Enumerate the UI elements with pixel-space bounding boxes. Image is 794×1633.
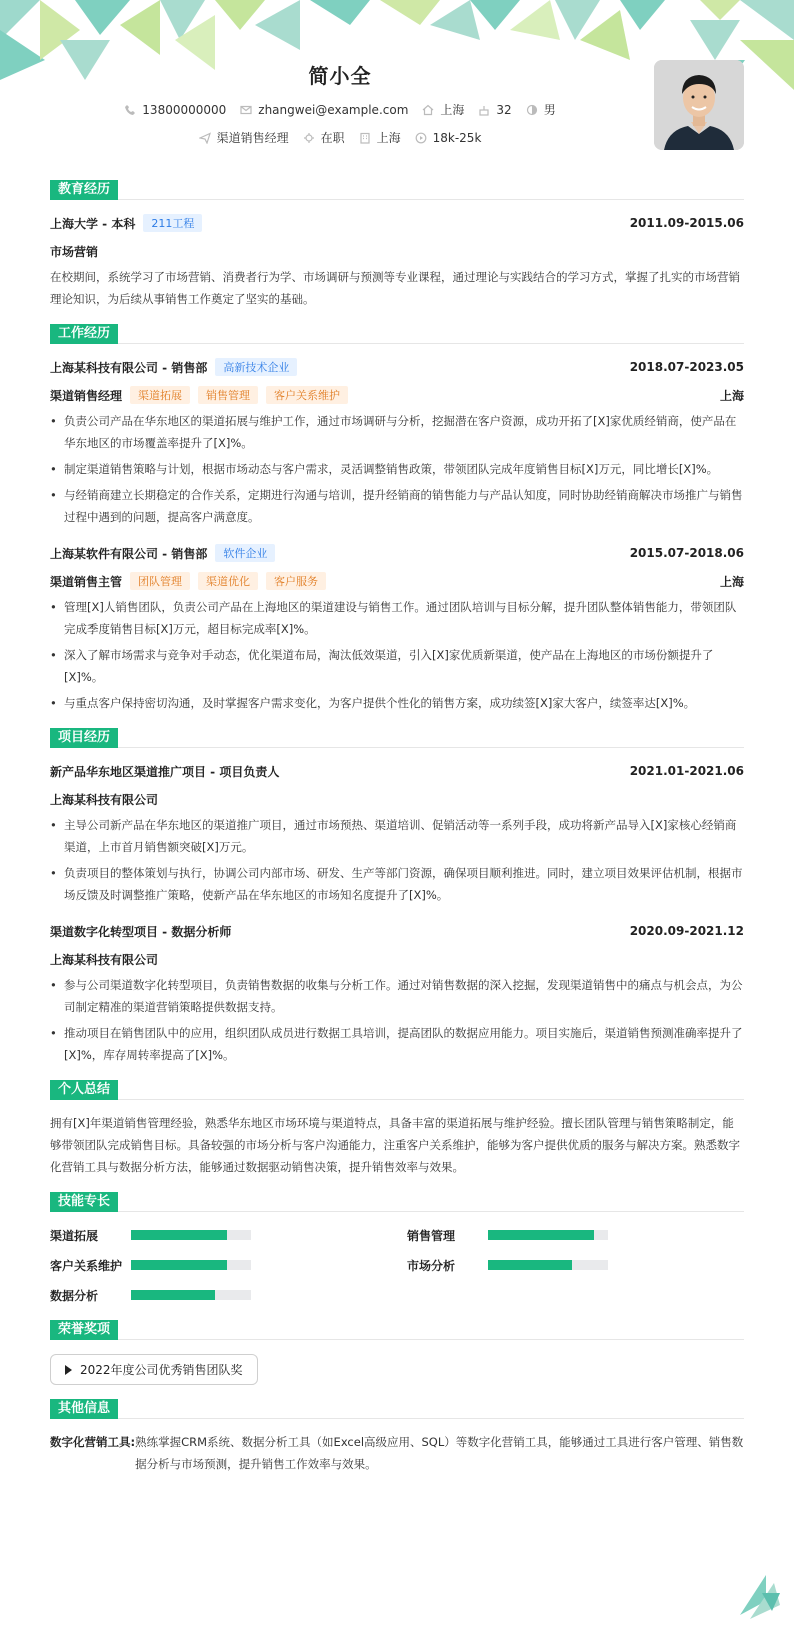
summary-text: 拥有[X]年渠道销售管理经验，熟悉华东地区市场环境与渠道特点，具备丰富的渠道拓展与维护经验。擅长团队管理与销售策略制定，能够带领团队完成销售目标。具备较强的市场分析与客户沟通能力，注重客户关系维护，能够为客户提供优质的服务与解决方案。熟悉数字化营销工具与数据分析方法，能够通过数据驱动销售决策，提升销售效率与效果。 xyxy=(50,1116,740,1174)
gender-text: 男 xyxy=(543,103,556,117)
work-entry xyxy=(50,542,744,714)
resume-body xyxy=(50,180,744,1489)
salary-info xyxy=(415,131,482,145)
contact-row xyxy=(0,101,680,118)
skill-name: 数据分析 xyxy=(50,1288,99,1303)
project-name: 新产品华东地区渠道推广项目 - 项目负责人 xyxy=(50,764,280,779)
position-text: 渠道销售经理 xyxy=(216,131,289,145)
projects-section xyxy=(50,728,744,1066)
section-title-summary: 个人总结 xyxy=(50,1080,118,1100)
project-company: 上海某科技有限公司 xyxy=(50,952,159,967)
skill-item xyxy=(50,1284,387,1306)
major-name: 市场营销 xyxy=(50,244,99,259)
skill-bar xyxy=(488,1230,608,1240)
skill-item xyxy=(407,1224,744,1246)
skill-tag: 团队管理 xyxy=(130,572,190,590)
phone-info xyxy=(124,103,226,117)
intent-row xyxy=(0,129,680,146)
skill-tag: 渠道优化 xyxy=(198,572,258,590)
skill-tag: 渠道拓展 xyxy=(130,386,190,404)
skill-item xyxy=(50,1224,387,1246)
send-icon xyxy=(199,132,211,144)
skill-bar xyxy=(131,1260,251,1270)
play-icon xyxy=(65,1365,72,1375)
building-icon xyxy=(359,132,371,144)
skill-name: 客户关系维护 xyxy=(50,1258,123,1273)
other-section xyxy=(50,1399,744,1475)
skill-bar xyxy=(131,1290,251,1300)
project-date: 2020.09-2021.12 xyxy=(629,924,744,938)
company-tag: 高新技术企业 xyxy=(215,358,297,376)
project-company: 上海某科技有限公司 xyxy=(50,792,159,807)
section-title-awards: 荣誉奖项 xyxy=(50,1320,118,1340)
section-title-work: 工作经历 xyxy=(50,324,118,344)
home-icon xyxy=(422,104,434,116)
resume-header xyxy=(0,0,794,170)
company-name: 上海某科技有限公司 - 销售部 xyxy=(50,360,208,375)
section-title-education: 教育经历 xyxy=(50,180,118,200)
award-text: 2022年度公司优秀销售团队奖 xyxy=(80,1363,243,1377)
project-bullet: • 负责项目的整体策划与执行，协调公司内部市场、研发、生产等部门资源，确保项目顺利推进。同时，建立项目效果评估机制，根据市场反馈及时调整推广策略，使新产品在华东地区的市场知名度提升了[X]%。 xyxy=(50,862,744,906)
profile-photo xyxy=(654,60,744,150)
work-bullet: • 与重点客户保持密切沟通，及时掌握客户需求变化，为客户提供个性化的销售方案，成功续签[X]家大客户，续签率达[X]%。 xyxy=(50,692,744,714)
age-text: 32 xyxy=(496,102,512,117)
award-item xyxy=(50,1354,258,1385)
project-bullet: • 推动项目在销售团队中的应用，组织团队成员进行数据工具培训，提高团队的数据应用能力。项目实施后，渠道销售预测准确率提升了[X]%，库存周转率提高了[X]%。 xyxy=(50,1022,744,1066)
skill-bar xyxy=(131,1230,251,1240)
skill-bar-fill xyxy=(131,1260,227,1270)
section-title-projects: 项目经历 xyxy=(50,728,118,748)
skills-grid xyxy=(50,1224,744,1306)
work-location: 上海 xyxy=(719,574,744,589)
work-entry xyxy=(50,356,744,528)
work-bullet: • 负责公司产品在华东地区的渠道拓展与维护工作，通过市场调研与分析，挖掘潜在客户资源，成功开拓了[X]家优质经销商，使产品在华东地区的市场覆盖率提升了[X]%。 xyxy=(50,410,744,454)
work-section xyxy=(50,324,744,714)
city-info xyxy=(422,101,464,118)
skill-bar-fill xyxy=(131,1230,227,1240)
job-title: 渠道销售主管 xyxy=(50,574,123,589)
project-date: 2021.01-2021.06 xyxy=(629,764,744,778)
project-name: 渠道数字化转型项目 - 数据分析师 xyxy=(50,924,232,939)
skill-name: 市场分析 xyxy=(407,1258,456,1273)
gender-info xyxy=(526,101,556,118)
other-key: 数字化营销工具: xyxy=(50,1435,136,1449)
work-location: 上海 xyxy=(719,388,744,403)
work-date: 2018.07-2023.05 xyxy=(629,360,744,374)
position-info xyxy=(199,129,289,146)
section-title-skills: 技能专长 xyxy=(50,1192,118,1212)
work-bullet: • 管理[X]人销售团队，负责公司产品在上海地区的渠道建设与销售工作。通过团队培训与目标分解，提升团队整体销售能力，带领团队完成季度销售目标[X]万元，超目标完成率[X]%。 xyxy=(50,596,744,640)
other-value: 熟练掌握CRM系统、数据分析工具（如Excel高级应用、SQL）等数字化营销工具，能够通过工具进行客户管理、销售数据分析与市场预测，提升销售工作效率与效果。 xyxy=(135,1435,744,1471)
age-info xyxy=(478,103,511,117)
play-circle-icon xyxy=(415,132,427,144)
education-date: 2011.09-2015.06 xyxy=(629,216,744,230)
skills-section xyxy=(50,1192,744,1306)
project-entry xyxy=(50,920,744,1066)
mail-icon xyxy=(240,104,252,116)
company-tag: 软件企业 xyxy=(215,544,275,562)
skill-name: 渠道拓展 xyxy=(50,1228,99,1243)
phone-text: 13800000000 xyxy=(142,102,227,117)
corner-decoration xyxy=(740,1575,780,1619)
skill-bar-fill xyxy=(131,1290,215,1300)
gender-icon xyxy=(526,104,538,116)
work-bullet: • 与经销商建立长期稳定的合作关系，定期进行沟通与培训，提升经销商的销售能力与产品认知度，同时协助经销商解决市场推广与销售过程中遇到的问题，提高客户满意度。 xyxy=(50,484,744,528)
skill-tag: 客户服务 xyxy=(266,572,326,590)
status-info xyxy=(303,129,345,146)
intent-city-info xyxy=(359,129,401,146)
company-name: 上海某软件有限公司 - 销售部 xyxy=(50,546,208,561)
project-bullet: • 主导公司新产品在华东地区的渠道推广项目，通过市场预热、渠道培训、促销活动等一系列手段，成功将新产品导入[X]家核心经销商渠道，上市首月销售额突破[X]万元。 xyxy=(50,814,744,858)
job-title: 渠道销售经理 xyxy=(50,388,123,403)
skill-tag: 销售管理 xyxy=(198,386,258,404)
phone-icon xyxy=(124,104,136,116)
summary-section xyxy=(50,1080,744,1178)
email-info xyxy=(240,103,408,117)
school-name: 上海大学 - 本科 xyxy=(50,216,136,231)
salary-text: 18k-25k xyxy=(432,130,482,145)
other-item xyxy=(50,1431,744,1475)
email-text: zhangwei@example.com xyxy=(258,102,409,117)
skill-item xyxy=(407,1254,744,1276)
skill-item xyxy=(50,1254,387,1276)
skill-bar xyxy=(488,1260,608,1270)
status-icon xyxy=(303,132,315,144)
work-bullet: • 深入了解市场需求与竞争对手动态，优化渠道布局，淘汰低效渠道，引入[X]家优质新渠道，使产品在上海地区的市场份额提升了[X]%。 xyxy=(50,644,744,688)
skill-bar-fill xyxy=(488,1230,594,1240)
work-date: 2015.07-2018.06 xyxy=(629,546,744,560)
skill-bar-fill xyxy=(488,1260,572,1270)
skill-tag: 客户关系维护 xyxy=(266,386,348,404)
candidate-name: 简小全 xyxy=(308,64,372,88)
section-title-other: 其他信息 xyxy=(50,1399,118,1419)
avatar-illustration xyxy=(654,60,744,150)
cake-icon xyxy=(478,104,490,116)
school-tag: 211工程 xyxy=(143,214,202,232)
skill-name: 销售管理 xyxy=(407,1228,456,1243)
city-text: 上海 xyxy=(440,103,465,117)
work-bullet: • 制定渠道销售策略与计划，根据市场动态与客户需求，灵活调整销售政策，带领团队完成年度销售目标[X]万元，同比增长[X]%。 xyxy=(50,458,744,480)
education-section xyxy=(50,180,744,310)
education-description: 在校期间，系统学习了市场营销、消费者行为学、市场调研与预测等专业课程，通过理论与实践结合的学习方式，掌握了扎实的市场营销理论知识，为后续从事销售工作奠定了坚实的基础。 xyxy=(50,270,740,306)
awards-section xyxy=(50,1320,744,1385)
status-text: 在职 xyxy=(320,131,345,145)
project-bullet: • 参与公司渠道数字化转型项目，负责销售数据的收集与分析工作。通过对销售数据的深入挖掘，发现渠道销售中的痛点与机会点，为公司制定精准的渠道营销策略提供数据支持。 xyxy=(50,974,744,1018)
intent-city-text: 上海 xyxy=(376,131,401,145)
project-entry xyxy=(50,760,744,906)
